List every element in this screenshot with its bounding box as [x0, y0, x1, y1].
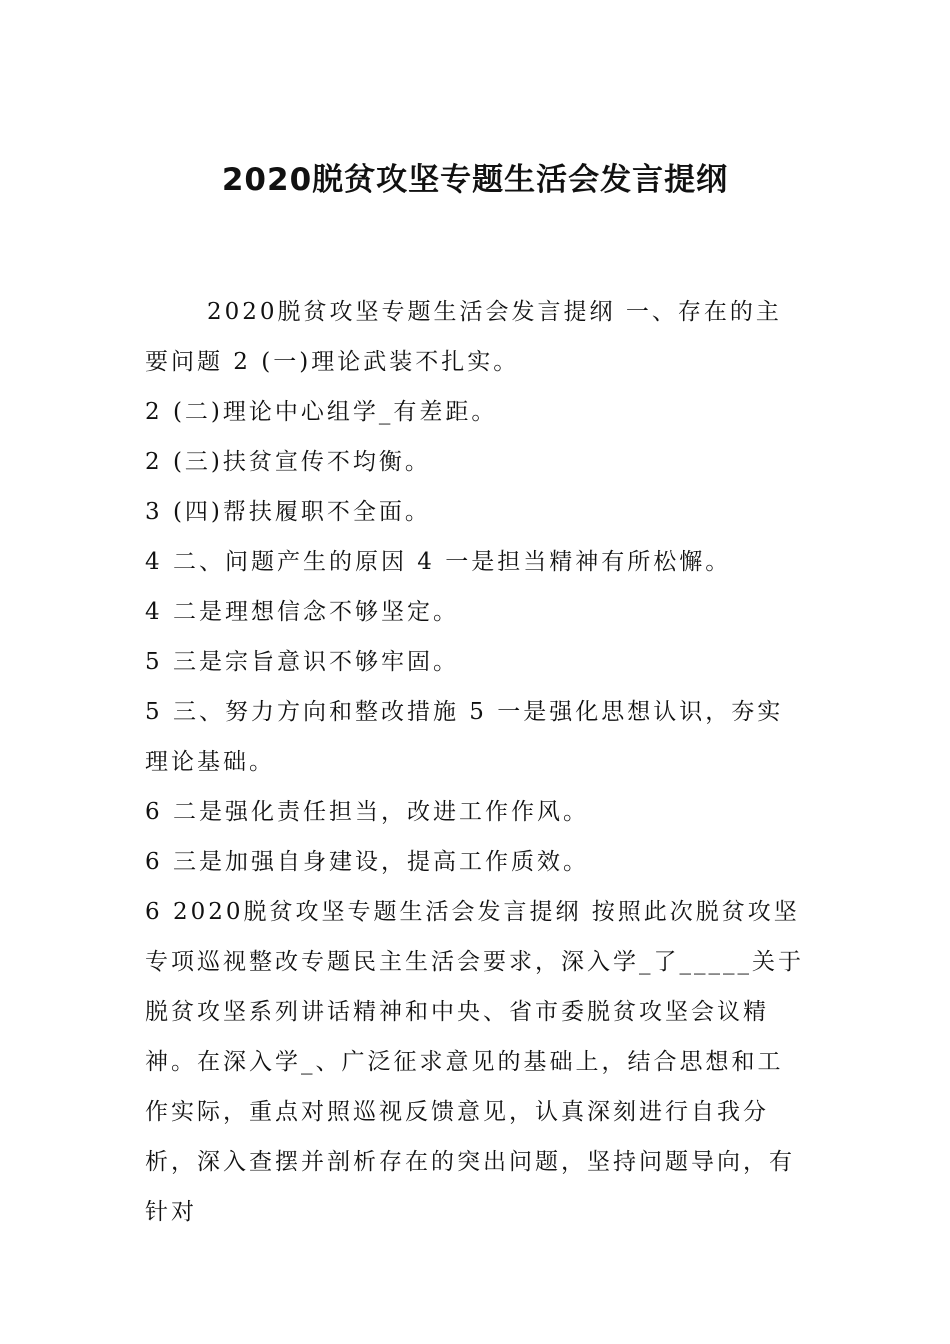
paragraph: 6 2020脱贫攻坚专题生活会发言提纲 按照此次脱贫攻坚专项巡视整改专题民主生活会要求，深入学_了_____关于脱贫攻坚系列讲话精神和中央、省市委脱贫攻坚会议精神。在深入学_、广泛征求意见的基础上，结合思想和工作实际，重点对照巡视反馈意见，认真深刻进行自我分析，深入查摆并剖析存在的突出问题，坚持问题导向，有针对: [145, 899, 804, 1225]
paragraph: 4 二是理想信念不够坚定。: [145, 599, 459, 625]
paragraph: 6 三是加强自身建设，提高工作质效。: [145, 849, 589, 875]
paragraph: 5 三、努力方向和整改措施 5 一是强化思想认识，夯实理论基础。: [145, 699, 784, 775]
document-body: [145, 287, 807, 1237]
paragraph: 3 (四)帮扶履职不全面。: [145, 499, 431, 525]
paragraph: 2 (三)扶贫宣传不均衡。: [145, 449, 431, 475]
paragraph: 5 三是宗旨意识不够牢固。: [145, 649, 459, 675]
paragraph: 2 (二)理论中心组学_有差距。: [145, 399, 498, 425]
paragraph: 6 二是强化责任担当，改进工作作风。: [145, 799, 589, 825]
paragraph: 2020脱贫攻坚专题生活会发言提纲 一、存在的主要问题 2 (一)理论武装不扎实。: [145, 299, 782, 375]
paragraph: 4 二、问题产生的原因 4 一是担当精神有所松懈。: [145, 549, 732, 575]
document-title: 2020脱贫攻坚专题生活会发言提纲: [221, 162, 729, 198]
